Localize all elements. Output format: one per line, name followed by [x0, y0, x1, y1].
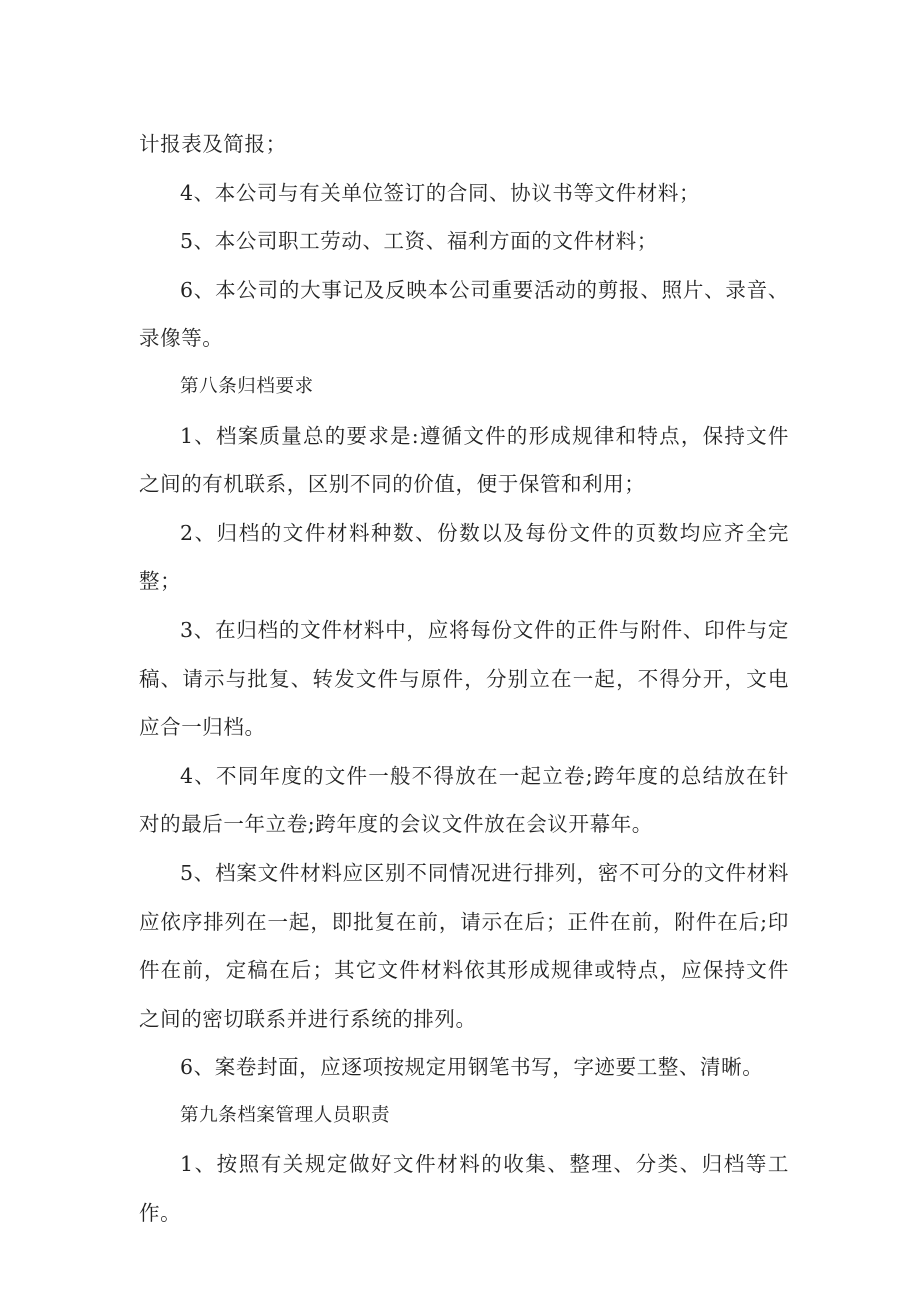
section-heading-article-8: 第八条归档要求: [180, 375, 314, 397]
paragraph-item-4: 4、本公司与有关单位签订的合同、协议书等文件材料；: [180, 180, 701, 205]
paragraph-requirement-6: 6、案卷封面，应逐项按规定用钢笔书写，字迹要工整、清晰。: [180, 1055, 764, 1080]
document-body: [139, 120, 789, 1238]
paragraph-item-6: 6、本公司的大事记及反映本公司重要活动的剪报、照片、录音、录像等。: [139, 277, 789, 351]
paragraph-item-5: 5、本公司职工劳动、工资、福利方面的文件材料；: [180, 229, 658, 254]
paragraph-requirement-4: 4、不同年度的文件一般不得放在一起立卷;跨年度的总结放在针对的最后一年立卷;跨年度的会议文件放在会议开幕年。: [139, 763, 789, 837]
paragraph-requirement-1: 1、档案质量总的要求是:遵循文件的形成规律和特点，保持文件之间的有机联系，区别不同的价值，便于保管和利用；: [139, 423, 789, 497]
paragraph-continuation: 计报表及简报；: [139, 132, 287, 156]
section-heading-article-9: 第九条档案管理人员职责: [180, 1104, 391, 1126]
paragraph-requirement-3: 3、在归档的文件材料中，应将每份文件的正件与附件、印件与定稿、请示与批复、转发文件与原件，分别立在一起，不得分开，文电应合一归档。: [139, 617, 789, 740]
paragraph-requirement-2: 2、归档的文件材料种数、份数以及每份文件的页数均应齐全完整；: [139, 520, 789, 594]
paragraph-duty-1: 1、按照有关规定做好文件材料的收集、整理、分类、归档等工作。: [139, 1152, 789, 1226]
paragraph-requirement-5: 5、档案文件材料应区别不同情况进行排列，密不可分的文件材料应依序排列在一起，即批复在前，请示在后；正件在前，附件在后;印件在前，定稿在后；其它文件材料依其形成规律或特点，应保持文件之间的密切联系并进行系统的排列。: [139, 860, 789, 1031]
